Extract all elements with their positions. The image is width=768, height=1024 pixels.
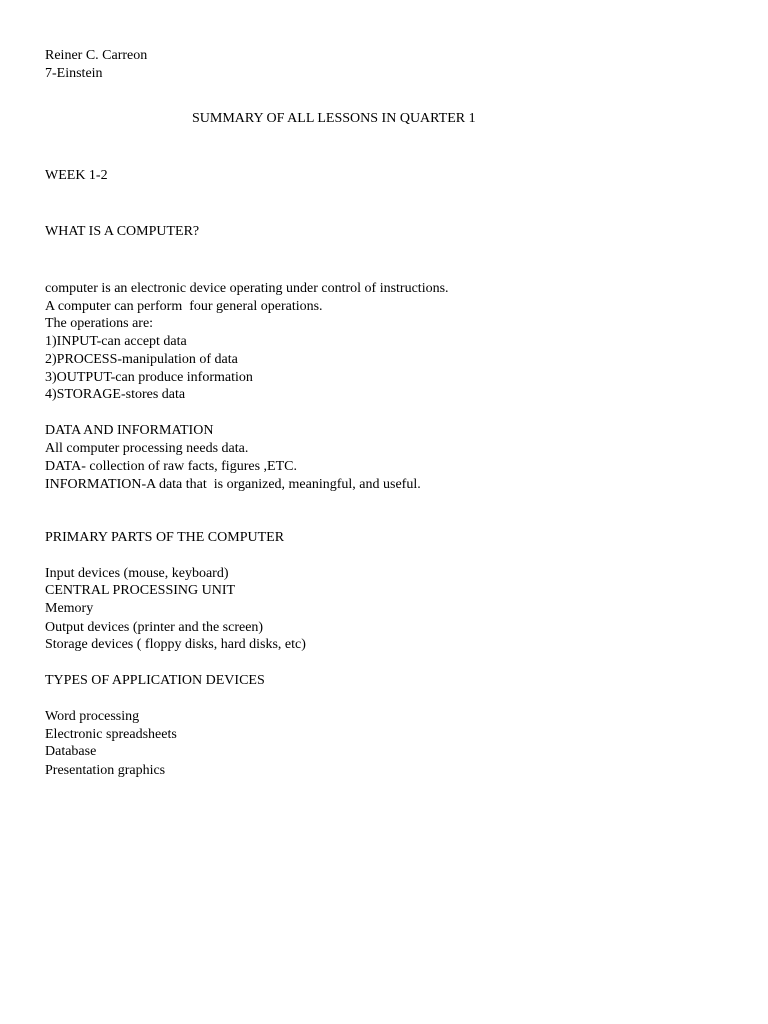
list-item: Storage devices ( floppy disks, hard disks, etc) — [45, 637, 306, 652]
list-item: 1)INPUT-can accept data — [45, 334, 187, 349]
document-title: SUMMARY OF ALL LESSONS IN QUARTER 1 — [192, 111, 476, 126]
author-name: Reiner C. Carreon — [45, 48, 148, 63]
paragraph-line: All computer processing needs data. — [45, 441, 249, 456]
list-item: Memory — [45, 601, 94, 616]
paragraph-line: A computer can perform four general operations. — [45, 299, 323, 314]
section-heading-application-devices: TYPES OF APPLICATION DEVICES — [45, 673, 265, 688]
list-item: CENTRAL PROCESSING UNIT — [45, 583, 236, 598]
paragraph-line: computer is an electronic device operating under control of instructions. — [45, 281, 449, 296]
list-item: Input devices (mouse, keyboard) — [45, 566, 229, 581]
week-label: WEEK 1-2 — [45, 168, 108, 183]
list-item: Output devices (printer and the screen) — [45, 620, 264, 635]
paragraph-line: DATA- collection of raw facts, figures ,ETC. — [45, 459, 297, 474]
section-heading-primary-parts: PRIMARY PARTS OF THE COMPUTER — [45, 530, 285, 545]
paragraph-line: INFORMATION-A data that is organized, meaningful, and useful. — [45, 477, 421, 492]
list-item: Word processing — [45, 709, 140, 724]
list-item: 4)STORAGE-stores data — [45, 387, 186, 402]
list-item: 3)OUTPUT-can produce information — [45, 370, 253, 385]
list-item: Electronic spreadsheets — [45, 727, 177, 742]
paragraph-line: The operations are: — [45, 316, 154, 331]
section-heading-what-is-computer: WHAT IS A COMPUTER? — [45, 224, 200, 239]
class-section: 7-Einstein — [45, 66, 103, 81]
list-item: 2)PROCESS-manipulation of data — [45, 352, 238, 367]
list-item: Database — [45, 744, 97, 759]
list-item: Presentation graphics — [45, 763, 166, 778]
section-heading-data-information: DATA AND INFORMATION — [45, 423, 214, 438]
